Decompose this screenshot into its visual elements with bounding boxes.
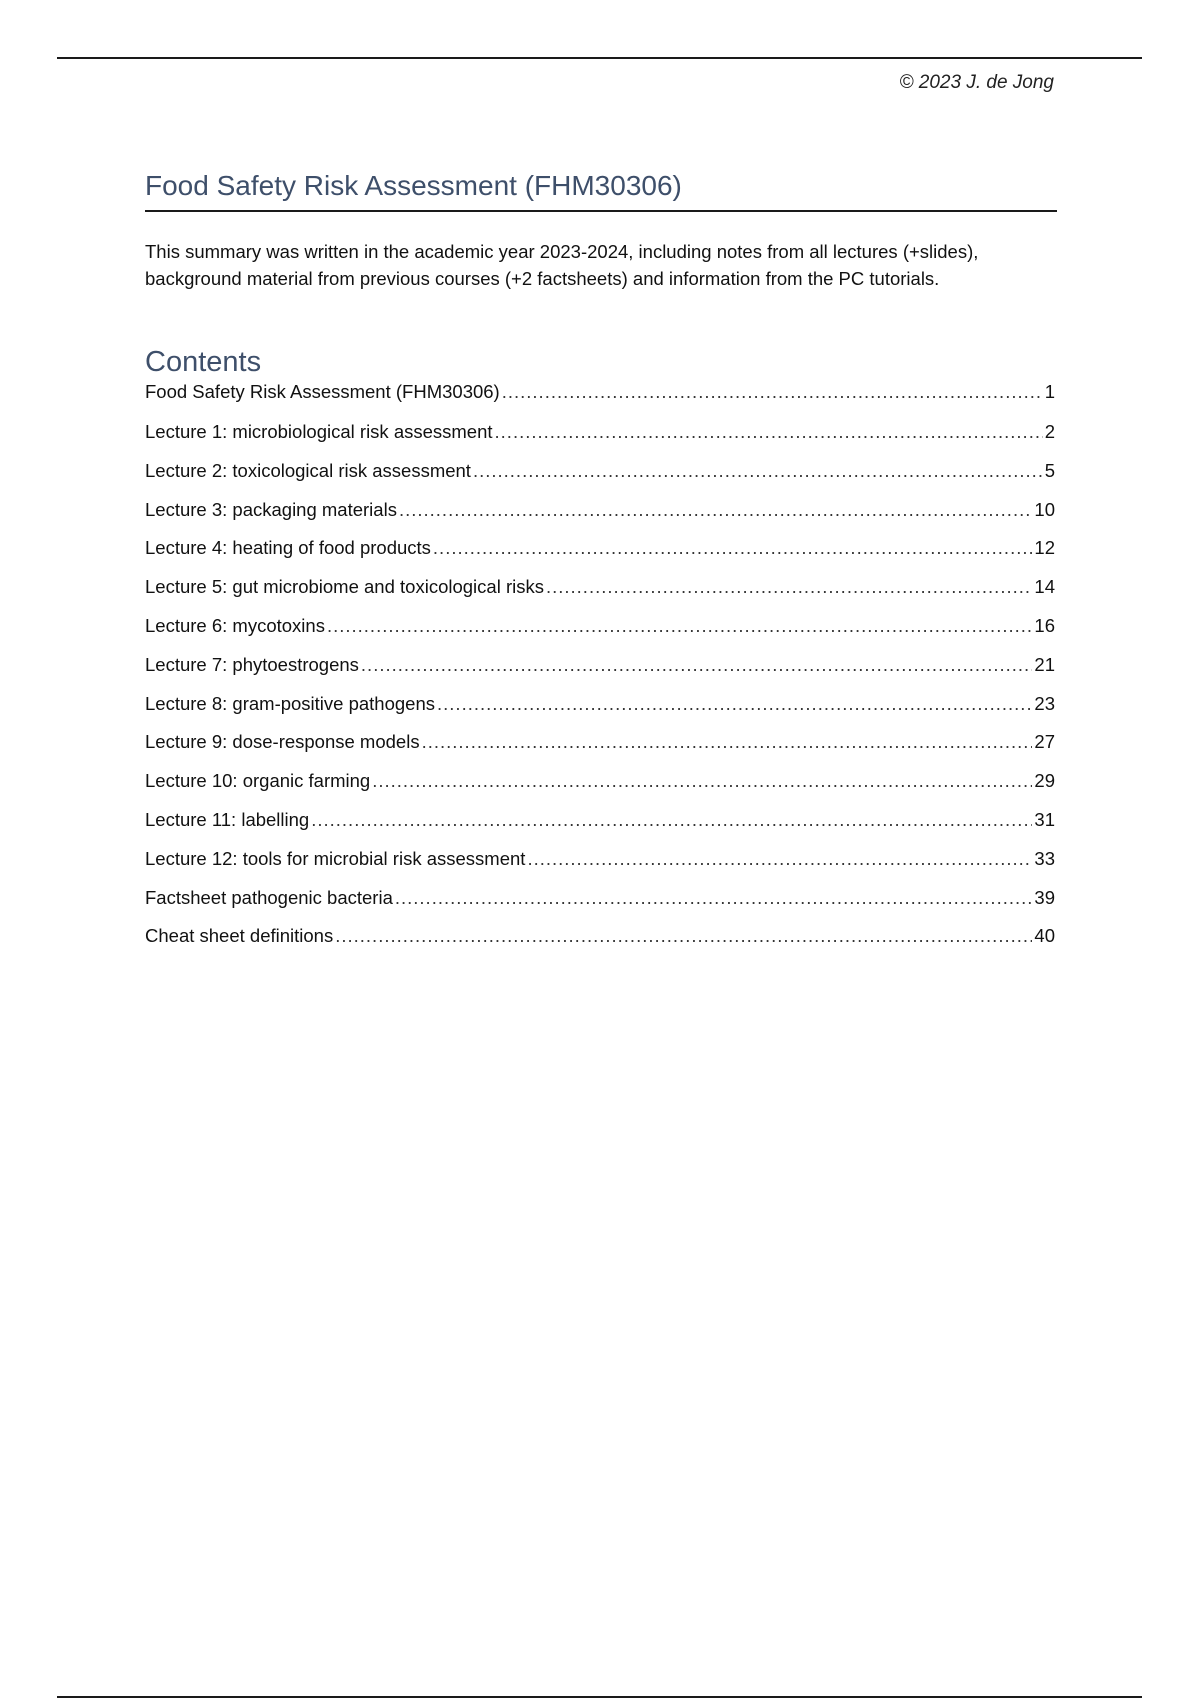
toc-entry-label[interactable]: Lecture 11: labelling — [145, 808, 310, 830]
toc-entry-page[interactable]: 21 — [1034, 653, 1055, 675]
toc-entry[interactable] — [145, 421, 1055, 460]
contents-heading: Contents — [145, 346, 262, 378]
toc-entry[interactable] — [145, 848, 1055, 887]
toc-entry-label[interactable]: Cheat sheet definitions — [145, 925, 334, 947]
toc-dot-leader — [361, 654, 1033, 676]
copyright-notice: © 2023 J. de Jong — [899, 72, 1054, 93]
toc-entry-page[interactable]: 27 — [1034, 731, 1055, 753]
toc-entry[interactable] — [145, 925, 1055, 964]
header-rule — [57, 57, 1142, 59]
toc-entry-label[interactable]: Lecture 8: gram-positive pathogens — [145, 692, 436, 714]
toc-entry[interactable] — [145, 576, 1055, 615]
toc-entry-label[interactable]: Lecture 2: toxicological risk assessment — [145, 459, 471, 481]
toc-entry-label[interactable]: Lecture 6: mycotoxins — [145, 614, 325, 636]
toc-entry-page[interactable]: 12 — [1034, 537, 1055, 559]
footer-rule — [57, 1696, 1142, 1698]
toc-entry-page[interactable]: 1 — [1044, 381, 1055, 402]
toc-dot-leader — [473, 460, 1043, 482]
toc-entry[interactable] — [145, 887, 1055, 926]
toc-entry-page[interactable]: 33 — [1034, 847, 1055, 869]
toc-entry-page[interactable]: 31 — [1034, 808, 1055, 830]
toc-entry[interactable] — [145, 731, 1055, 770]
toc-dot-leader — [399, 499, 1032, 521]
toc-entry-label[interactable]: Lecture 12: tools for microbial risk assessment — [145, 847, 526, 869]
toc-entry-page[interactable]: 5 — [1044, 459, 1055, 481]
toc-entry-label[interactable]: Food Safety Risk Assessment (FHM30306) — [145, 381, 500, 402]
toc-dot-leader — [422, 731, 1033, 753]
toc-entry-page[interactable]: 10 — [1034, 498, 1055, 520]
toc-entry-label[interactable]: Lecture 7: phytoestrogens — [145, 653, 359, 675]
toc-dot-leader — [546, 576, 1032, 598]
toc-entry-page[interactable]: 40 — [1034, 925, 1055, 947]
intro-paragraph: This summary was written in the academic year 2023-2024, including notes from all lectures (+slides), background material from previous courses (+2 factsheets) and information from the PC tutorials. — [145, 241, 979, 289]
toc-entry-label[interactable]: Lecture 10: organic farming — [145, 770, 371, 792]
toc-entry[interactable] — [145, 615, 1055, 654]
toc-dot-leader — [433, 537, 1033, 559]
toc-dot-leader — [495, 421, 1043, 443]
toc-entry-label[interactable]: Factsheet pathogenic bacteria — [145, 886, 393, 908]
toc-entry-page[interactable]: 2 — [1044, 421, 1055, 442]
toc-dot-leader — [335, 925, 1032, 947]
toc-entry-label[interactable]: Lecture 9: dose-response models — [145, 731, 420, 753]
toc-dot-leader — [311, 809, 1032, 831]
toc-entry[interactable] — [145, 693, 1055, 732]
toc-dot-leader — [437, 693, 1032, 715]
toc-entry-page[interactable]: 23 — [1034, 692, 1055, 714]
toc-dot-leader — [395, 887, 1033, 909]
toc-dot-leader — [372, 770, 1032, 792]
toc-dot-leader — [527, 848, 1032, 870]
toc-dot-leader — [502, 381, 1043, 403]
document-title: Food Safety Risk Assessment (FHM30306) — [145, 168, 1057, 212]
toc-entry-page[interactable]: 14 — [1034, 576, 1055, 598]
toc-entry-label[interactable]: Lecture 3: packaging materials — [145, 498, 397, 520]
toc-entry-label[interactable]: Lecture 1: microbiological risk assessment — [145, 421, 493, 442]
toc-entry-page[interactable]: 29 — [1034, 770, 1055, 792]
toc-entry[interactable] — [145, 381, 1055, 421]
toc-entry-page[interactable]: 16 — [1034, 614, 1055, 636]
toc-entry-label[interactable]: Lecture 5: gut microbiome and toxicological risks — [145, 576, 544, 598]
toc-entry-page[interactable]: 39 — [1034, 886, 1055, 908]
toc-entry[interactable] — [145, 809, 1055, 848]
table-of-contents — [145, 381, 1055, 964]
toc-entry[interactable] — [145, 537, 1055, 576]
toc-entry-label[interactable]: Lecture 4: heating of food products — [145, 537, 431, 559]
toc-entry[interactable] — [145, 499, 1055, 538]
toc-entry[interactable] — [145, 460, 1055, 499]
toc-dot-leader — [327, 615, 1032, 637]
toc-entry[interactable] — [145, 654, 1055, 693]
toc-entry[interactable] — [145, 770, 1055, 809]
document-body — [145, 168, 1057, 980]
